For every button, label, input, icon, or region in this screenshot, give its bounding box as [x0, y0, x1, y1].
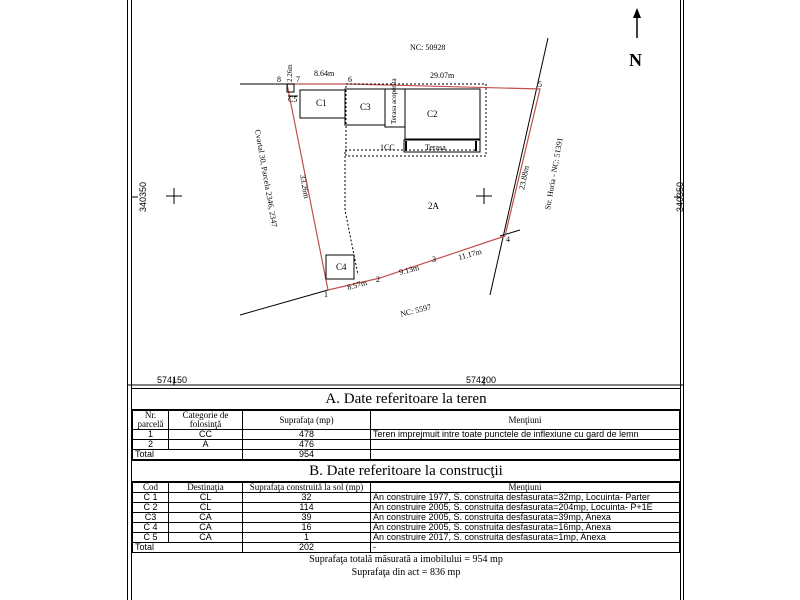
point-3: 3 [432, 255, 436, 264]
table-row [133, 513, 680, 523]
distance-7-6: 8.64m [314, 69, 335, 78]
left-parcel-label: Cvartal 30, Parcela 2346, 2347 [253, 128, 280, 228]
section-b-title: B. Date referitoare la construcţii [132, 460, 680, 482]
cell-total-ment: - [371, 543, 680, 553]
cell-ment [371, 440, 680, 450]
label-1cc: 1CC [380, 143, 395, 152]
label-c3: C3 [360, 102, 371, 112]
distance-4-3: 11.17m [457, 247, 483, 262]
point-7: 7 [296, 75, 300, 84]
cell-ment: Teren imprejmuit intre toate punctele de inflexiune cu gard de lemn [371, 430, 680, 440]
street-label: Str. Horia - NC: 51391 [543, 136, 565, 211]
cell-total-value: 954 [243, 450, 371, 460]
cell-ment: An construire 2005, S. construita desfasurata=16mp, Anexa [371, 523, 680, 533]
header-suprafata: Suprafaţa (mp) [243, 411, 371, 430]
header-nr: Nr. parcelă [133, 411, 169, 430]
parcel-boundary [287, 84, 540, 290]
neighbor-line-street [490, 38, 548, 295]
table-constructii [132, 482, 680, 553]
table-row [133, 523, 680, 533]
point-6: 6 [348, 75, 352, 84]
cell-dest: CA [169, 513, 243, 523]
table-row [133, 503, 680, 513]
label-c5: C5 [288, 95, 298, 104]
cell-nr: 1 [133, 430, 169, 440]
cell-dest: CL [169, 503, 243, 513]
table-row [133, 440, 680, 450]
cell-ment: An construire 2005, S. construita desfasurata=39mp, Anexa [371, 513, 680, 523]
cell-sup: 476 [243, 440, 371, 450]
coord-y-right: 340350 [675, 181, 685, 212]
table-row [133, 533, 680, 543]
grid-cross-right [476, 188, 492, 204]
distance-7-8: 2.26m [286, 64, 294, 82]
point-8: 8 [277, 75, 281, 84]
cell-total-label: Total [133, 543, 243, 553]
cell-sup: 478 [243, 430, 371, 440]
table-header-row [133, 411, 680, 430]
table-row [133, 493, 680, 503]
neighbor-line-right [500, 230, 520, 236]
label-c4: C4 [336, 262, 347, 272]
cell-cat: CC [169, 430, 243, 440]
inner-zone-dotted [346, 84, 486, 156]
distance-3-2: 9.13m [398, 263, 421, 277]
nc-bottom: NC: 5597 [399, 302, 432, 319]
header-mentiuni: Menţiuni [371, 411, 680, 430]
header-mentiuni-b: Menţiuni [371, 483, 680, 493]
label-c1: C1 [316, 98, 327, 108]
label-terasa: Terasa [425, 143, 446, 152]
cell-dest: CL [169, 493, 243, 503]
point-1: 1 [324, 290, 328, 299]
coord-x-left: 574150 [157, 375, 188, 385]
cell-dest: CA [169, 533, 243, 543]
distance-5-4: 23.88m [517, 164, 531, 191]
north-label: N [629, 50, 642, 70]
cell-cod: C 1 [133, 493, 169, 503]
cell-cod: C 5 [133, 533, 169, 543]
cell-sup: 32 [243, 493, 371, 503]
cell-sup: 114 [243, 503, 371, 513]
inner-boundary-dotted [345, 150, 475, 275]
table-total-row [133, 543, 680, 553]
cell-ment: An construire 2017, S. construita desfasurata=1mp, Anexa [371, 533, 680, 543]
cell-ment: An construire 1977, S. construita desfasurata=32mp, Locuinta- Parter [371, 493, 680, 503]
header-cod: Cod [133, 483, 169, 493]
nc-top: NC: 50928 [410, 43, 446, 52]
point-4: 4 [506, 235, 510, 244]
cell-total-label: Total [133, 450, 243, 460]
building-c2 [405, 89, 480, 139]
distance-2-1: 8.57m [346, 278, 369, 292]
cell-sup: 16 [243, 523, 371, 533]
point-2: 2 [376, 275, 380, 284]
cell-cod: C3 [133, 513, 169, 523]
header-suprafata-constr: Suprafaţa construită la sol (mp) [243, 483, 371, 493]
summary-measured: Suprafaţa totală măsurată a imobilului = 954 mp [309, 554, 503, 565]
table-row [133, 430, 680, 440]
cell-cod: C 2 [133, 503, 169, 513]
table-teren [132, 410, 680, 460]
label-terasa-acoperita: Terasa acoperita [390, 78, 398, 124]
distance-1-8: 33.26m [298, 173, 312, 200]
cell-nr: 2 [133, 440, 169, 450]
coord-y-left: 340350 [138, 181, 148, 212]
section-a-title: A. Date referitoare la teren [132, 388, 680, 410]
north-arrow-icon [633, 8, 641, 38]
cell-total-ment [371, 450, 680, 460]
distance-6-5: 29.07m [430, 71, 455, 80]
cell-cod: C 4 [133, 523, 169, 533]
cell-sup: 39 [243, 513, 371, 523]
grid-cross-left [166, 188, 182, 204]
summary-act: Suprafaţa din act = 836 mp [351, 567, 461, 578]
cell-sup: 1 [243, 533, 371, 543]
table-header-row [133, 483, 680, 493]
neighbor-line-bottom [240, 290, 328, 315]
header-categorie: Categorie de folosinţă [169, 411, 243, 430]
cell-cat: A [169, 440, 243, 450]
cell-ment: An construire 2005, S. construita desfasurata=204mp, Locuinta- P+1E [371, 503, 680, 513]
cell-total-value: 202 [243, 543, 371, 553]
header-destinatia: Destinaţia [169, 483, 243, 493]
table-total-row [133, 450, 680, 460]
cell-dest: CA [169, 523, 243, 533]
label-area-2a: 2A [428, 201, 439, 211]
data-tables [132, 388, 680, 579]
point-5: 5 [538, 80, 542, 89]
label-c2: C2 [427, 109, 438, 119]
coord-x-right: 574200 [466, 375, 497, 385]
